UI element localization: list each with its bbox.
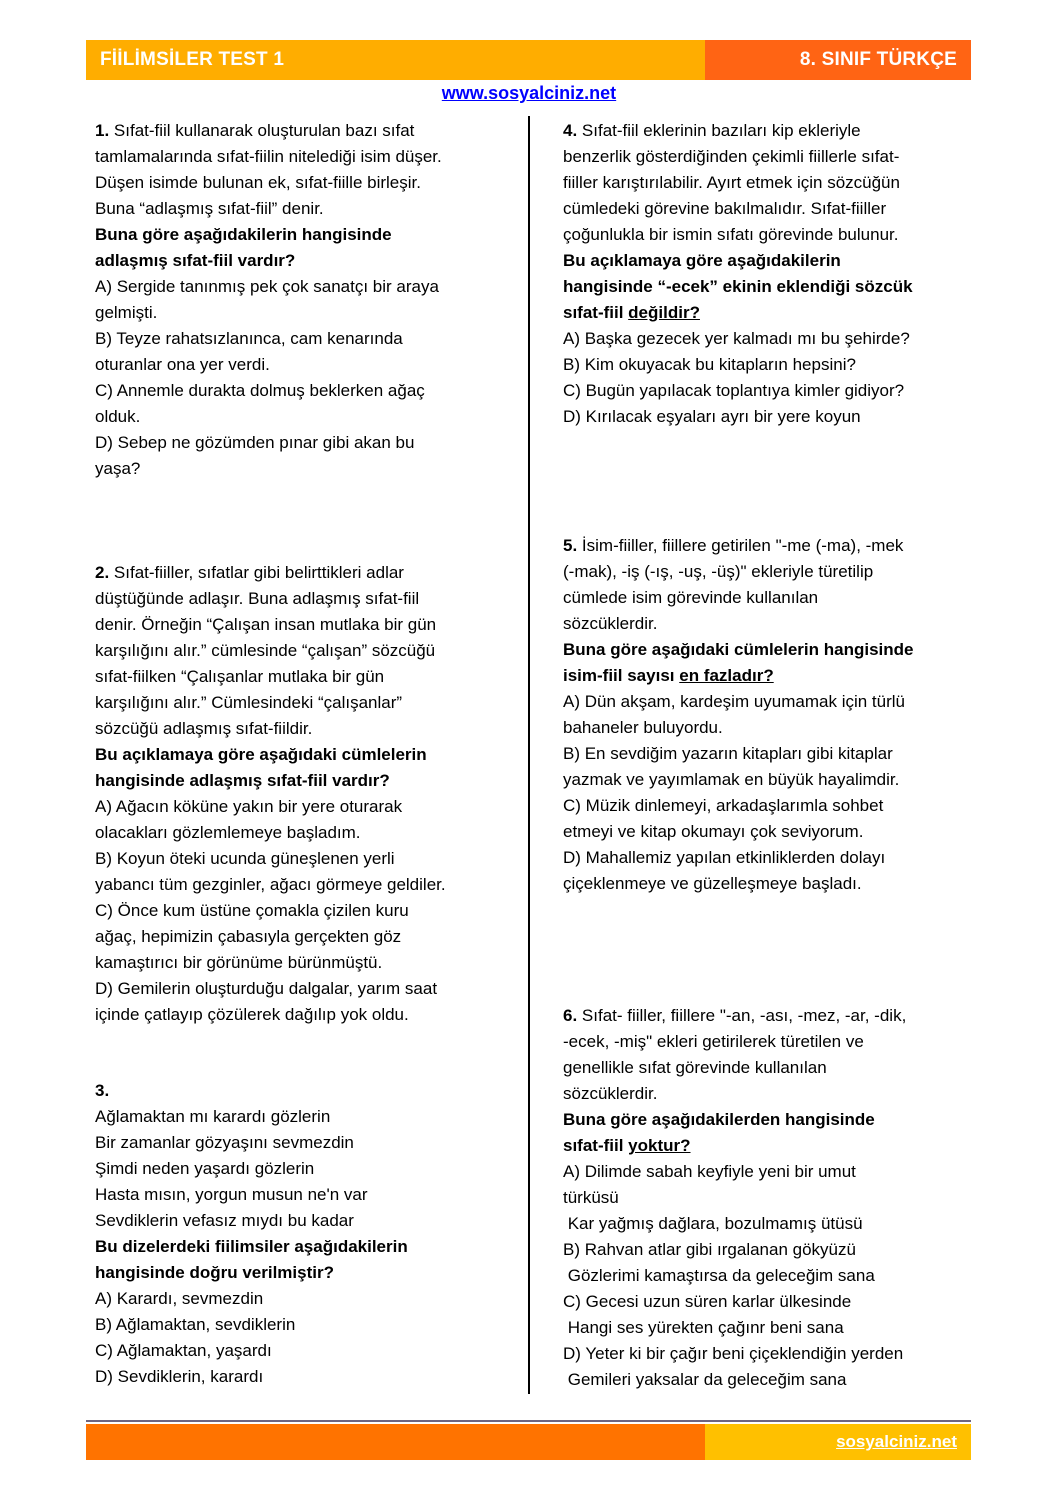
- question-5-line: cümlede isim görevinde kullanılan: [563, 588, 819, 607]
- footer-rule: [86, 1420, 971, 1422]
- question-4-line: Bu açıklamaya göre aşağıdakilerin: [563, 251, 841, 270]
- question-2-line: sıfat-fiilken “Çalışanlar mutlaka bir gün: [95, 667, 385, 686]
- question-5: [563, 533, 981, 897]
- question-6-line: C) Gecesi uzun süren karlar ülkesinde: [563, 1292, 852, 1311]
- question-4-line: cümledeki görevine bakılmalıdır. Sıfat-fiiller: [563, 199, 887, 218]
- footer-left-section: [86, 1424, 705, 1460]
- question-3-line: Ağlamaktan mı karardı gözlerin: [95, 1107, 331, 1126]
- question-2-line: ağaç, hepimizin çabasıyla gerçekten göz: [95, 927, 402, 946]
- question-6-line: Kar yağmış dağlara, bozulmamış ütüsü: [563, 1214, 863, 1233]
- question-6-line: Gemileri yaksalar da geleceğim sana: [563, 1370, 847, 1389]
- question-3-line: Şimdi neden yaşardı gözlerin: [95, 1159, 315, 1178]
- question-3: [95, 1078, 513, 1390]
- question-5-line: yazmak ve yayımlamak en büyük hayalimdir.: [563, 770, 900, 789]
- question-1-line: Düşen isimde bulunan ek, sıfat-fiille birleşir.: [95, 173, 421, 192]
- question-2-line: olacakları gözlemlemeye başladım.: [95, 823, 361, 842]
- question-6-line: sözcüklerdir.: [563, 1084, 658, 1103]
- question-2-line: denir. Örneğin “Çalışan insan mutlaka bir gün: [95, 615, 437, 634]
- question-1-line: D) Sebep ne gözümden pınar gibi akan bu: [95, 433, 415, 452]
- question-4-line: 4. Sıfat-fiil eklerinin bazıları kip ekleriyle: [563, 121, 861, 140]
- question-5-line: B) En sevdiğim yazarın kitapları gibi kitaplar: [563, 744, 893, 763]
- question-3-line: Sevdiklerin vefasız mıydı bu kadar: [95, 1211, 354, 1230]
- question-5-line: 5. İsim-fiiller, fiillere getirilen "-me (-ma), -mek: [563, 536, 904, 555]
- question-4-line: hangisinde “-ecek” ekinin eklendiği sözcük: [563, 277, 913, 296]
- question-2-line: düştüğünde adlaşır. Buna adlaşmış sıfat-fiil: [95, 589, 420, 608]
- question-2-line: Bu açıklamaya göre aşağıdaki cümlelerin: [95, 745, 427, 764]
- question-6-line: genellikle sıfat görevinde kullanılan: [563, 1058, 827, 1077]
- question-3-line: A) Karardı, sevmezdin: [95, 1289, 264, 1308]
- question-4-line: A) Başka gezecek yer kalmadı mı bu şehirde?: [563, 329, 910, 348]
- question-2-line: C) Önce kum üstüne çomakla çizilen kuru: [95, 901, 409, 920]
- question-6-line: Buna göre aşağıdakilerden hangisinde: [563, 1110, 875, 1129]
- question-5-line: (-mak), -iş (-ış, -uş, -üş)" ekleriyle türetilip: [563, 562, 874, 581]
- question-1-line: A) Sergide tanınmış pek çok sanatçı bir araya: [95, 277, 439, 296]
- question-2-line: 2. Sıfat-fiiller, sıfatlar gibi belirttikleri adlar: [95, 563, 404, 582]
- question-4-line: D) Kırılacak eşyaları ayrı bir yere koyun: [563, 407, 861, 426]
- question-4-line: B) Kim okuyacak bu kitapların hepsini?: [563, 355, 856, 374]
- question-4-line: fiiller karıştırılabilir. Ayırt etmek için sözcüğün: [563, 173, 900, 192]
- question-1-line: 1. Sıfat-fiil kullanarak oluşturulan bazı sıfat: [95, 121, 415, 140]
- question-6-line: B) Rahvan atlar gibi ırgalanan gökyüzü: [563, 1240, 856, 1259]
- question-1-line: C) Annemle durakta dolmuş beklerken ağaç: [95, 381, 425, 400]
- header-bar: [86, 40, 971, 80]
- question-6-line: Hangi ses yürekten çağınr beni sana: [563, 1318, 844, 1337]
- question-5-line: C) Müzik dinlemeyi, arkadaşlarımla sohbet: [563, 796, 884, 815]
- question-4: [563, 118, 981, 430]
- page-title: FİİLİMSİLER TEST 1: [100, 49, 285, 70]
- question-3-line: D) Sevdiklerin, karardı: [95, 1367, 264, 1386]
- question-6-line: Gözlerimi kamaştırsa da geleceğim sana: [563, 1266, 875, 1285]
- top-link-container: [0, 83, 1058, 104]
- question-5-line: sözcüklerdir.: [563, 614, 658, 633]
- question-5-line: A) Dün akşam, kardeşim uyumamak için türlü: [563, 692, 906, 711]
- header-left-section: [86, 40, 705, 80]
- question-2-line: A) Ağacın köküne yakın bir yere oturarak: [95, 797, 403, 816]
- question-2-line: sözcüğü adlaşmış sıfat-fiildir.: [95, 719, 313, 738]
- question-2: [95, 560, 513, 1028]
- question-3-line: Hasta mısın, yorgun musun ne'n var: [95, 1185, 368, 1204]
- question-5-line: Buna göre aşağıdaki cümlelerin hangisinde: [563, 640, 914, 659]
- question-5-line: D) Mahallemiz yapılan etkinliklerden dolayı: [563, 848, 886, 867]
- question-4-line: çoğunlukla bir ismin sıfatı görevinde bulunur.: [563, 225, 899, 244]
- question-3-line: 3.: [95, 1081, 110, 1100]
- question-2-line: kamaştırıcı bir görünüme bürünmüştü.: [95, 953, 383, 972]
- question-5-line: isim-fiil sayısı en fazladır?: [563, 666, 774, 685]
- question-5-line: etmeyi ve kitap okumayı çok seviyorum.: [563, 822, 864, 841]
- question-1-line: Buna göre aşağıdakilerin hangisinde: [95, 225, 392, 244]
- footer-right-section: [705, 1424, 971, 1460]
- question-1-line: yaşa?: [95, 459, 141, 478]
- question-2-line: B) Koyun öteki ucunda güneşlenen yerli: [95, 849, 395, 868]
- question-2-line: içinde çatlayıp çözülerek dağılıp yok oldu.: [95, 1005, 409, 1024]
- question-6-line: sıfat-fiil yoktur?: [563, 1136, 691, 1155]
- question-6: [563, 1003, 981, 1393]
- question-2-line: karşılığını alır.” cümlesinde “çalışan” sözcüğü: [95, 641, 436, 660]
- question-5-line: bahaneler buluyordu.: [563, 718, 723, 737]
- header-right-section: [705, 40, 971, 80]
- question-4-line: sıfat-fiil değildir?: [563, 303, 700, 322]
- question-3-line: C) Ağlamaktan, yaşardı: [95, 1341, 272, 1360]
- question-1-line: oturanlar ona yer verdi.: [95, 355, 270, 374]
- column-divider: [528, 116, 530, 1394]
- question-1-line: tamlamalarında sıfat-fiilin nitelediği isim düşer.: [95, 147, 442, 166]
- question-1-line: Buna “adlaşmış sıfat-fiil” denir.: [95, 199, 324, 218]
- question-5-line: çiçeklenmeye ve güzelleşmeye başladı.: [563, 874, 862, 893]
- footer-website-link[interactable]: sosyalciniz.net: [836, 1432, 957, 1451]
- question-3-line: Bir zamanlar gözyaşını sevmezdin: [95, 1133, 354, 1152]
- question-6-line: A) Dilimde sabah keyfiyle yeni bir umut: [563, 1162, 856, 1181]
- question-1: [95, 118, 513, 482]
- question-6-line: -ecek, -miş" ekleri getirilerek türetilen ve: [563, 1032, 864, 1051]
- question-2-line: karşılığını alır.” Cümlesindeki “çalışanlar”: [95, 693, 403, 712]
- question-1-line: olduk.: [95, 407, 141, 426]
- header-badge: 8. SINIF TÜRKÇE: [799, 49, 957, 70]
- question-3-line: hangisinde doğru verilmiştir?: [95, 1263, 334, 1282]
- question-2-line: D) Gemilerin oluşturduğu dalgalar, yarım saat: [95, 979, 438, 998]
- question-6-line: D) Yeter ki bir çağır beni çiçeklendiğin yerden: [563, 1344, 904, 1363]
- question-1-line: gelmişti.: [95, 303, 158, 322]
- question-1-line: B) Teyze rahatsızlanınca, cam kenarında: [95, 329, 403, 348]
- question-1-line: adlaşmış sıfat-fiil vardır?: [95, 251, 296, 270]
- question-3-line: Bu dizelerdeki fiilimsiler aşağıdakilerin: [95, 1237, 408, 1256]
- question-4-line: benzerlik gösterdiğinden çekimli fiillerle sıfat-: [563, 147, 900, 166]
- question-2-line: hangisinde adlaşmış sıfat-fiil vardır?: [95, 771, 390, 790]
- footer-bar: [86, 1424, 971, 1460]
- question-2-line: yabancı tüm gezginler, ağacı görmeye geldiler.: [95, 875, 446, 894]
- question-3-line: B) Ağlamaktan, sevdiklerin: [95, 1315, 296, 1334]
- website-link[interactable]: www.sosyalciniz.net: [441, 83, 617, 103]
- question-6-line: 6. Sıfat- fiiller, fiillere "-an, -ası, -mez, -ar, -dik,: [563, 1006, 907, 1025]
- question-4-line: C) Bugün yapılacak toplantıya kimler gidiyor?: [563, 381, 905, 400]
- question-6-line: türküsü: [563, 1188, 619, 1207]
